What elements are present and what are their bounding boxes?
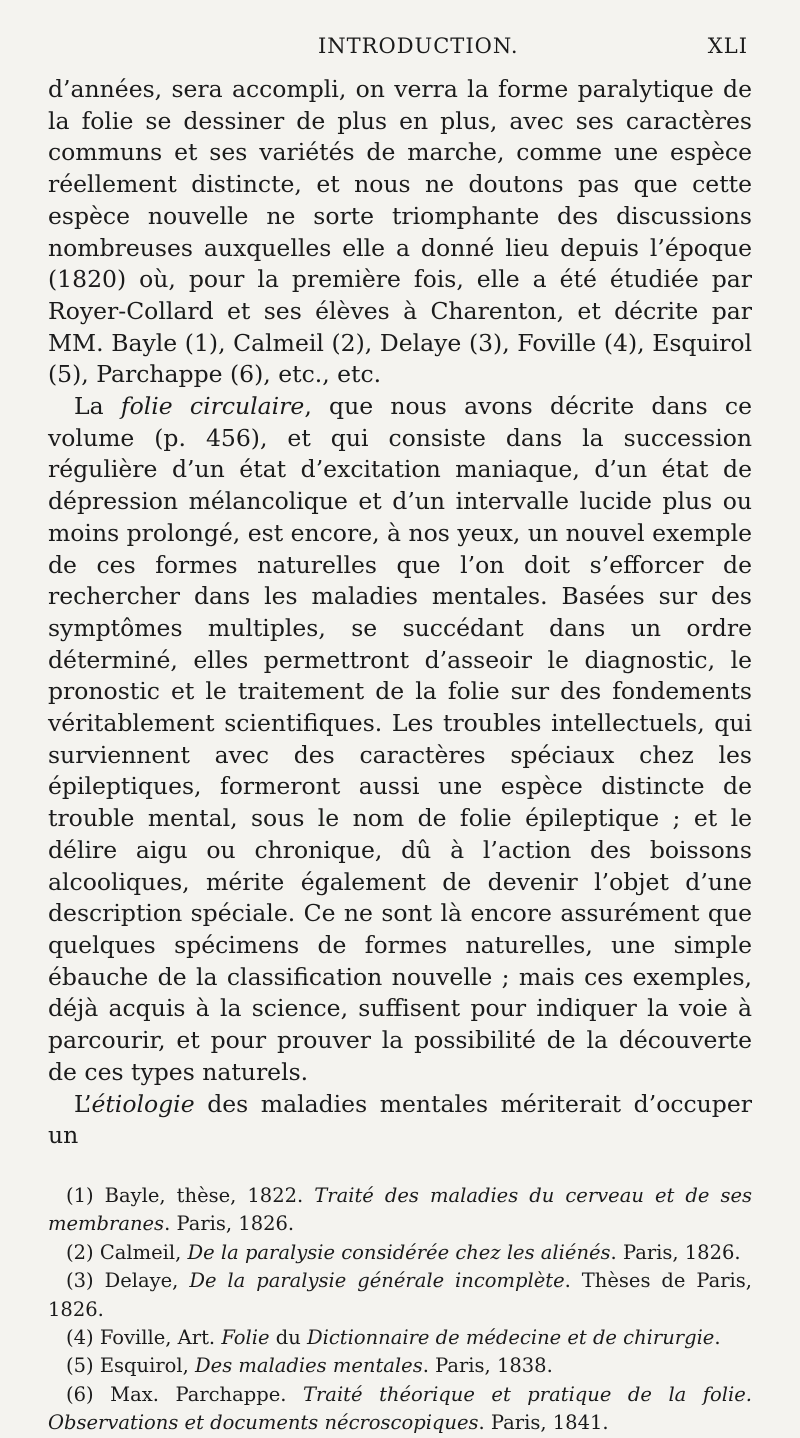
footnote-6-title: Traité théorique et pratique de la folie. Observations et documents nécroscopiques xyxy=(48,1382,752,1435)
footnote-4-post: du xyxy=(269,1325,307,1349)
footnote-4-title-2: Dictionnaire de médecine et de chirurgie xyxy=(307,1325,715,1349)
paragraph-3-text: des maladies mentales mériterait d’occuper un xyxy=(48,1089,752,1150)
body-text xyxy=(48,74,752,1152)
footnote-2-post: . Paris, 1826. xyxy=(610,1240,741,1264)
footnote-3-post: . Thèses de Paris, 1826. xyxy=(48,1269,753,1321)
paragraph-2-text: , que nous avons décrite dans ce volume (p. 456), et qui consiste dans la succession régulière d’un état d’excitation maniaque, d’un état de dépression mélancolique et d’un intervalle lucide plus ou moins prolongé, est encore, à nos yeux, un nouvel exemple de ces formes naturelles que l’on doit s’efforcer de rechercher dans les maladies mentales. Basées sur des symptômes multiples, se succédant dans un ordre déterminé, elles permettront d’asseoir le diagnostic, le pronostic et le traitement de la folie sur des fondements véritablement scientifiques. Les troubles intellectuels, qui surviennent avec des caractères spéciaux chez les épileptiques, formeront aussi une espèce distincte de trouble mental, sous le nom de folie épileptique ; et le délire aigu ou chronique, dû à l’action des boissons alcooliques, mérite également de devenir l’objet d’une description spéciale. Ce ne sont là encore assurément que quelques spécimens de formes naturelles, une simple ébauche de la classification nouvelle ; mais ces exemples, déjà acquis à la science, suffisent pour indiquer la voie à parcourir, et pour prouver la possibilité de la découverte de ces types naturels. xyxy=(48,392,753,1086)
paragraph-2-lead: La xyxy=(74,392,121,421)
footnote-2-pre: (2) Calmeil, xyxy=(66,1240,188,1264)
footnote-4 xyxy=(48,1324,752,1352)
footnote-2 xyxy=(48,1239,752,1267)
paragraph-2-emphasis: folie circulaire xyxy=(120,392,305,421)
footnote-4-post-2: . xyxy=(714,1325,721,1349)
paragraph-3-lead: L’ xyxy=(74,1089,92,1118)
footnote-1 xyxy=(48,1182,752,1239)
footnotes xyxy=(48,1182,752,1438)
footnote-1-pre: (1) Bayle, thèse, 1822. xyxy=(66,1183,315,1207)
paragraph-3-emphasis: étiologie xyxy=(91,1089,195,1118)
running-title: INTRODUCTION. xyxy=(318,34,519,58)
paragraph-1-text: d’années, sera accompli, on verra la forme paralytique de la folie se dessiner de plus en plus, avec ses caractères communs et ses variétés de marche, comme une espèce réellement distincte, et nous ne doutons pas que cette espèce nouvelle ne sorte triomphante des discussions nombreuses auxquelles elle a donné lieu depuis l’époque (1820) où, pour la première fois, elle a été étudiée par Royer-Collard et ses élèves à Charenton, et décrite par MM. Bayle (1), Calmeil (2), Delaye (3), Foville (4), Esquirol (5), Parchappe (6), etc., etc. xyxy=(48,75,752,389)
footnote-4-title: Folie xyxy=(221,1325,270,1349)
paragraph-3 xyxy=(48,1089,752,1152)
footnote-5-pre: (5) Esquirol, xyxy=(66,1354,196,1378)
footnote-3 xyxy=(48,1267,752,1324)
footnote-5-title: Des maladies mentales xyxy=(195,1354,423,1378)
footnote-6-post: . Paris, 1841. xyxy=(478,1411,609,1435)
footnote-6-pre: (6) Max. Parchappe. xyxy=(66,1382,303,1406)
footnote-6 xyxy=(48,1381,752,1438)
footnote-3-title: De la paralysie générale incomplète xyxy=(189,1269,565,1293)
paragraph-1 xyxy=(48,74,752,391)
footnote-3-pre: (3) Delaye, xyxy=(66,1269,190,1293)
footnote-5 xyxy=(48,1352,752,1380)
footnote-4-pre: (4) Foville, Art. xyxy=(66,1325,222,1349)
paragraph-2 xyxy=(48,391,752,1088)
page-number: XLI xyxy=(707,34,748,58)
footnote-1-title: Traité des maladies du cerveau et de ses membranes xyxy=(48,1183,752,1236)
running-head xyxy=(48,30,752,64)
footnote-1-post: . Paris, 1826. xyxy=(164,1212,295,1236)
book-page xyxy=(48,30,752,1438)
footnote-2-title: De la paralysie considérée chez les aliénés xyxy=(187,1240,611,1264)
footnote-5-post: . Paris, 1838. xyxy=(422,1354,553,1378)
